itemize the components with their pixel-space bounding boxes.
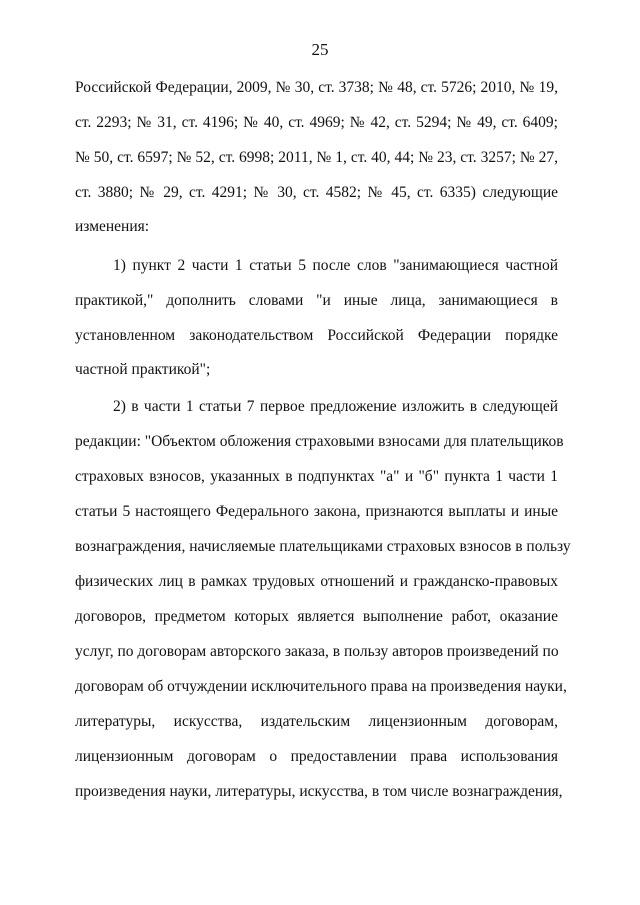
text-line: услуг, по договорам авторского заказа, в пользу авторов произведений по [75,643,559,660]
text-line: ст. 2293; № 31, ст. 4196; № 40, ст. 4969; № 42, ст. 5294; № 49, ст. 6409; [75,114,558,131]
text-line: редакции: "Объектом обложения страховыми взносами для плательщиков [75,433,564,450]
text-line: практикой," дополнить словами "и иные лица, занимающиеся в [75,292,558,309]
text-line: № 50, ст. 6597; № 52, ст. 6998; 2011, № 1, ст. 40, 44; № 23, ст. 3257; № 27, [75,149,558,166]
text-line: вознаграждения, начисляемые плательщиками страховых взносов в пользу [75,538,571,555]
text-line: 2) в части 1 статьи 7 первое предложение изложить в следующей [113,398,558,415]
text-line: установленном законодательством Российской Федерации порядке [75,327,558,344]
text-line: частной практикой"; [75,361,211,378]
text-line: литературы, искусства, издательским лицензионным договорам, [75,713,558,730]
text-line: договоров, предметом которых является выполнение работ, оказание [75,608,558,625]
text-line: статьи 5 настоящего Федерального закона, признаются выплаты и иные [75,503,558,520]
text-line: изменения: [75,218,150,235]
text-line: физических лиц в рамках трудовых отношений и гражданско-правовых [75,573,558,590]
text-line: Российской Федерации, 2009, № 30, ст. 3738; № 48, ст. 5726; 2010, № 19, [75,79,558,96]
text-line: страховых взносов, указанных в подпунктах "а" и "б" пункта 1 части 1 [75,468,558,485]
text-line: ст. 3880; № 29, ст. 4291; № 30, ст. 4582; № 45, ст. 6335) следующие [75,184,558,201]
text-line: 1) пункт 2 части 1 статьи 5 после слов "занимающиеся частной [113,257,558,274]
text-line: произведения науки, литературы, искусства, в том числе вознаграждения, [75,783,563,800]
text-line: договорам об отчуждении исключительного права на произведения науки, [75,678,567,695]
text-line: лицензионным договорам о предоставлении права использования [75,748,558,765]
page-number: 25 [311,40,329,59]
